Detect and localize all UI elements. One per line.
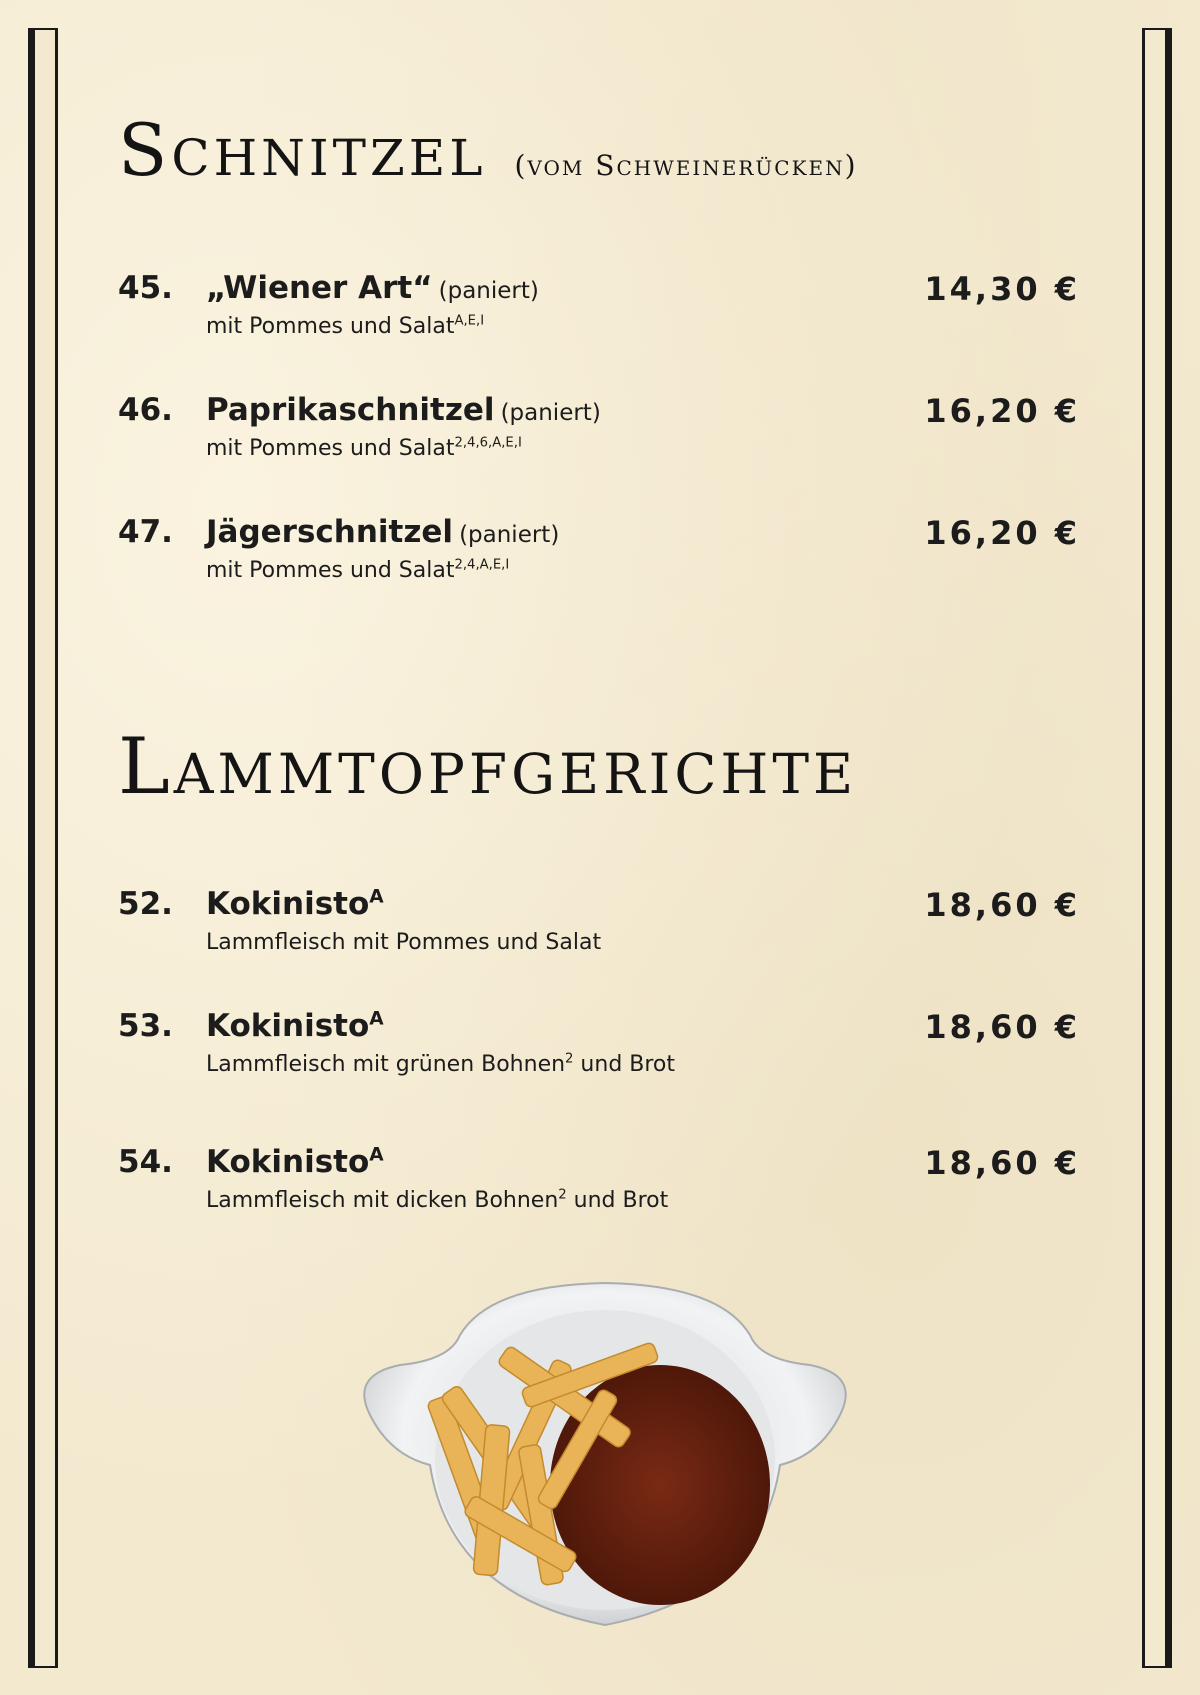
item-description: mit Pommes und Salat$^{2,4,A,E,I}$ — [206, 557, 510, 583]
allergen-codes: 2 — [565, 1051, 574, 1067]
section-title-text: Schnitzel — [118, 108, 487, 192]
item-price: 18,60 € — [924, 1144, 1080, 1182]
item-price: 18,60 € — [924, 1008, 1080, 1046]
item-description: Lammfleisch mit grünen Bohnen$^2$ und Brot — [206, 1051, 676, 1077]
allergen-codes: A — [369, 886, 384, 908]
section-title-lammtopfgerichte: Lammtopfgerichte — [118, 722, 858, 812]
item-note: (paniert) — [500, 400, 601, 426]
item-number: 46. — [118, 392, 173, 428]
allergen-codes: A,E,I — [454, 313, 485, 329]
item-number: 45. — [118, 270, 173, 306]
item-name: Kokinisto — [206, 1008, 370, 1044]
item-price: 16,20 € — [924, 392, 1080, 430]
item-description: mit Pommes und Salat$^{2,4,6,A,E,I}$ — [206, 435, 522, 461]
item-name: Paprikaschnitzel — [206, 392, 495, 428]
allergen-codes: 2,4,6,A,E,I — [454, 435, 522, 451]
allergen-codes: A — [369, 1008, 384, 1030]
allergen-codes: A — [369, 1144, 384, 1166]
section-subtitle: (vom Schweinerücken) — [514, 149, 858, 182]
item-name-line — [206, 514, 559, 550]
item-name: Jägerschnitzel — [206, 514, 454, 550]
item-name-line — [206, 270, 539, 306]
item-number: 54. — [118, 1144, 173, 1180]
dish-photo-kokinisto — [340, 1265, 870, 1645]
item-note: (paniert) — [459, 522, 560, 548]
item-description: mit Pommes und Salat$^{A,E,I}$ — [206, 313, 485, 339]
item-number: 47. — [118, 514, 173, 550]
item-name: Kokinisto — [206, 886, 370, 922]
item-number: 53. — [118, 1008, 173, 1044]
item-number: 52. — [118, 886, 173, 922]
allergen-codes: 2 — [558, 1187, 567, 1203]
item-description: Lammfleisch mit Pommes und Salat — [206, 930, 602, 955]
item-name: Kokinisto — [206, 1144, 370, 1180]
item-name-line — [206, 1144, 384, 1180]
item-name-line — [206, 1008, 384, 1044]
item-note: (paniert) — [438, 278, 539, 304]
item-price: 16,20 € — [924, 514, 1080, 552]
item-price: 18,60 € — [924, 886, 1080, 924]
item-price: 14,30 € — [924, 270, 1080, 308]
allergen-codes: 2,4,A,E,I — [454, 557, 510, 573]
item-name: „Wiener Art“ — [206, 270, 433, 306]
greek-key-border-right — [1142, 28, 1172, 1668]
section-title-schnitzel — [118, 108, 858, 192]
item-description: Lammfleisch mit dicken Bohnen$^2$ und Brot — [206, 1187, 669, 1213]
item-name-line — [206, 392, 601, 428]
greek-key-border-left — [28, 28, 58, 1668]
item-name-line — [206, 886, 384, 922]
